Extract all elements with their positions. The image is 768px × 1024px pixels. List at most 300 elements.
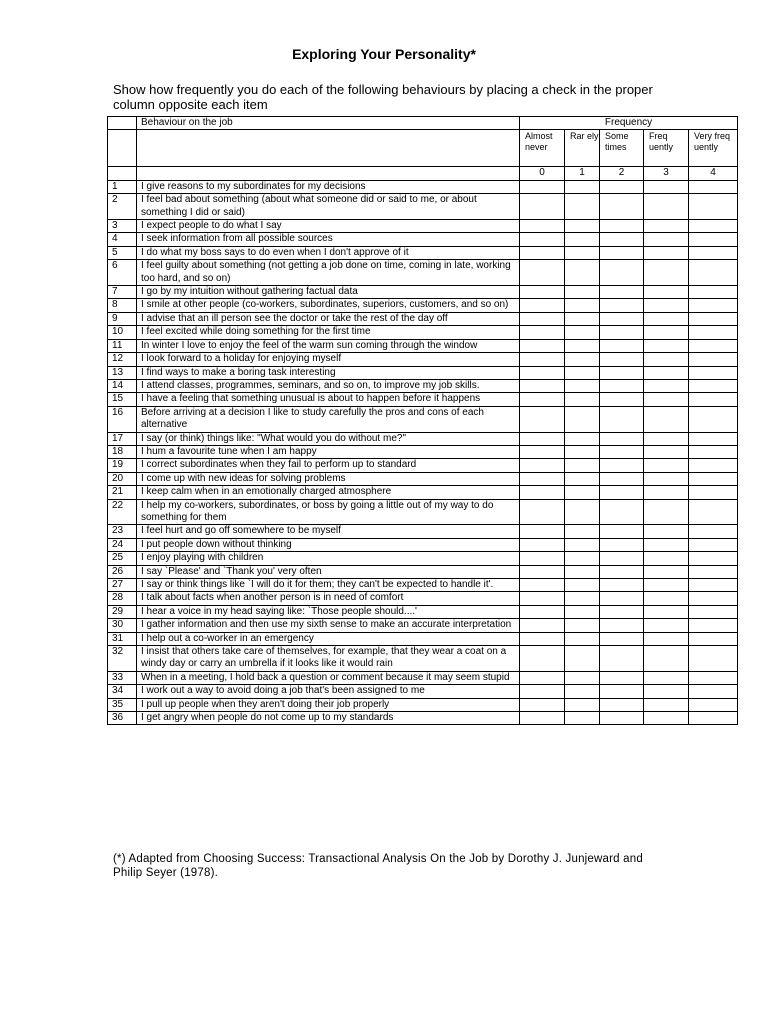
frequency-check-cell[interactable] (520, 180, 565, 193)
frequency-check-cell[interactable] (689, 619, 738, 632)
table-row (108, 472, 738, 485)
frequency-check-cell[interactable] (520, 538, 565, 551)
table-row (108, 459, 738, 472)
frequency-check-cell[interactable] (600, 632, 644, 645)
score-1: 1 (565, 167, 600, 180)
frequency-check-cell[interactable] (565, 406, 600, 432)
column-header-sometimes: Some times (600, 130, 644, 167)
item-number: 4 (108, 233, 137, 246)
item-number: 12 (108, 353, 137, 366)
table-row (108, 220, 738, 233)
item-number: 27 (108, 579, 137, 592)
frequency-check-cell[interactable] (600, 299, 644, 312)
frequency-check-cell[interactable] (600, 579, 644, 592)
frequency-check-cell[interactable] (600, 671, 644, 684)
item-number: 25 (108, 552, 137, 565)
item-number: 29 (108, 605, 137, 618)
table-row (108, 246, 738, 259)
table-row (108, 260, 738, 286)
frequency-check-cell[interactable] (520, 326, 565, 339)
frequency-check-cell[interactable] (689, 459, 738, 472)
frequency-check-cell[interactable] (600, 406, 644, 432)
frequency-check-cell[interactable] (520, 260, 565, 286)
item-text: Before arriving at a decision I like to study carefully the pros and cons of each alternative (137, 406, 520, 432)
frequency-check-cell[interactable] (520, 246, 565, 259)
frequency-check-cell[interactable] (644, 698, 689, 711)
frequency-check-cell[interactable] (520, 486, 565, 499)
frequency-check-cell[interactable] (689, 379, 738, 392)
frequency-check-cell[interactable] (520, 312, 565, 325)
item-text: I find ways to make a boring task interesting (137, 366, 520, 379)
item-number: 7 (108, 286, 137, 299)
frequency-check-cell[interactable] (600, 260, 644, 286)
item-number: 35 (108, 698, 137, 711)
frequency-check-cell[interactable] (520, 472, 565, 485)
item-text: I put people down without thinking (137, 538, 520, 551)
table-row (108, 592, 738, 605)
frequency-check-cell[interactable] (644, 299, 689, 312)
frequency-check-cell[interactable] (520, 353, 565, 366)
frequency-check-cell[interactable] (520, 619, 565, 632)
item-number: 6 (108, 260, 137, 286)
frequency-check-cell[interactable] (600, 326, 644, 339)
header-row-2 (108, 130, 738, 167)
frequency-check-cell[interactable] (565, 565, 600, 578)
item-number: 21 (108, 486, 137, 499)
score-row (108, 167, 738, 180)
frequency-check-cell[interactable] (520, 552, 565, 565)
instructions: Show how frequently you do each of the following behaviours by placing a check in the proper column opposite each item (113, 82, 653, 112)
frequency-check-cell[interactable] (644, 619, 689, 632)
item-text: I do what my boss says to do even when I don't approve of it (137, 246, 520, 259)
frequency-check-cell[interactable] (644, 632, 689, 645)
frequency-check-cell[interactable] (600, 499, 644, 525)
frequency-check-cell[interactable] (565, 312, 600, 325)
table-row (108, 299, 738, 312)
item-number: 36 (108, 712, 137, 725)
frequency-check-cell[interactable] (600, 565, 644, 578)
frequency-check-cell[interactable] (600, 286, 644, 299)
frequency-check-cell[interactable] (644, 286, 689, 299)
item-number: 8 (108, 299, 137, 312)
item-number: 23 (108, 525, 137, 538)
frequency-check-cell[interactable] (689, 472, 738, 485)
frequency-check-cell[interactable] (644, 472, 689, 485)
frequency-check-cell[interactable] (600, 646, 644, 672)
item-number: 26 (108, 565, 137, 578)
item-text: I look forward to a holiday for enjoying myself (137, 353, 520, 366)
item-text: I have a feeling that something unusual is about to happen before it happens (137, 393, 520, 406)
item-number: 24 (108, 538, 137, 551)
frequency-check-cell[interactable] (520, 499, 565, 525)
frequency-check-cell[interactable] (520, 379, 565, 392)
frequency-check-cell[interactable] (689, 671, 738, 684)
item-text: I give reasons to my subordinates for my decisions (137, 180, 520, 193)
frequency-check-cell[interactable] (565, 194, 600, 220)
frequency-check-cell[interactable] (565, 632, 600, 645)
table-row (108, 486, 738, 499)
item-text: I help out a co-worker in an emergency (137, 632, 520, 645)
item-text: I keep calm when in an emotionally charged atmosphere (137, 486, 520, 499)
frequency-check-cell[interactable] (600, 246, 644, 259)
frequency-check-cell[interactable] (565, 525, 600, 538)
item-text: I enjoy playing with children (137, 552, 520, 565)
table-row (108, 366, 738, 379)
item-text: I say `Please' and `Thank you' very often (137, 565, 520, 578)
frequency-check-cell[interactable] (565, 459, 600, 472)
frequency-check-cell[interactable] (644, 592, 689, 605)
frequency-check-cell[interactable] (689, 326, 738, 339)
table-row (108, 339, 738, 352)
frequency-check-cell[interactable] (644, 326, 689, 339)
frequency-check-cell[interactable] (644, 393, 689, 406)
frequency-check-cell[interactable] (565, 646, 600, 672)
frequency-check-cell[interactable] (565, 499, 600, 525)
frequency-check-cell[interactable] (689, 286, 738, 299)
frequency-check-cell[interactable] (644, 445, 689, 458)
items-body (108, 180, 738, 725)
table-row (108, 685, 738, 698)
frequency-check-cell[interactable] (689, 685, 738, 698)
item-text: I get angry when people do not come up to my standards (137, 712, 520, 725)
frequency-check-cell[interactable] (600, 379, 644, 392)
frequency-check-cell[interactable] (689, 432, 738, 445)
item-text: When in a meeting, I hold back a question or comment because it may seem stupid (137, 671, 520, 684)
frequency-check-cell[interactable] (689, 565, 738, 578)
frequency-check-cell[interactable] (600, 194, 644, 220)
frequency-check-cell[interactable] (689, 220, 738, 233)
frequency-check-cell[interactable] (565, 445, 600, 458)
frequency-check-cell[interactable] (565, 379, 600, 392)
frequency-check-cell[interactable] (600, 312, 644, 325)
table-row (108, 353, 738, 366)
score-2: 2 (600, 167, 644, 180)
item-text: I correct subordinates when they fail to perform up to standard (137, 459, 520, 472)
frequency-check-cell[interactable] (689, 538, 738, 551)
frequency-check-cell[interactable] (565, 619, 600, 632)
table-row (108, 632, 738, 645)
frequency-check-cell[interactable] (600, 552, 644, 565)
frequency-check-cell[interactable] (644, 194, 689, 220)
item-number: 20 (108, 472, 137, 485)
frequency-check-cell[interactable] (644, 538, 689, 551)
frequency-check-cell[interactable] (600, 525, 644, 538)
item-number: 5 (108, 246, 137, 259)
frequency-check-cell[interactable] (644, 233, 689, 246)
frequency-check-cell[interactable] (520, 194, 565, 220)
frequency-check-cell[interactable] (565, 671, 600, 684)
frequency-check-cell[interactable] (565, 246, 600, 259)
frequency-check-cell[interactable] (600, 180, 644, 193)
item-text: I say (or think) things like: "What would you do without me?" (137, 432, 520, 445)
frequency-check-cell[interactable] (689, 339, 738, 352)
frequency-check-cell[interactable] (520, 299, 565, 312)
frequency-check-cell[interactable] (689, 260, 738, 286)
frequency-check-cell[interactable] (520, 459, 565, 472)
frequency-check-cell[interactable] (565, 260, 600, 286)
frequency-check-cell[interactable] (644, 525, 689, 538)
column-header-very-frequently: Very freq uently (689, 130, 738, 167)
item-text: I help my co-workers, subordinates, or boss by going a little out of my way to do something for them (137, 499, 520, 525)
frequency-check-cell[interactable] (520, 286, 565, 299)
frequency-check-cell[interactable] (689, 180, 738, 193)
item-number: 14 (108, 379, 137, 392)
score-0: 0 (520, 167, 565, 180)
item-number: 33 (108, 671, 137, 684)
frequency-check-cell[interactable] (565, 605, 600, 618)
table-row (108, 432, 738, 445)
table-row (108, 619, 738, 632)
table-row (108, 605, 738, 618)
page-title: Exploring Your Personality* (292, 46, 476, 62)
frequency-check-cell[interactable] (689, 499, 738, 525)
frequency-check-cell[interactable] (565, 552, 600, 565)
frequency-check-cell[interactable] (689, 646, 738, 672)
frequency-check-cell[interactable] (644, 605, 689, 618)
frequency-check-cell[interactable] (565, 339, 600, 352)
frequency-check-cell[interactable] (600, 233, 644, 246)
frequency-check-cell[interactable] (520, 339, 565, 352)
score-4: 4 (689, 167, 738, 180)
table-row (108, 565, 738, 578)
frequency-check-cell[interactable] (565, 592, 600, 605)
frequency-check-cell[interactable] (689, 552, 738, 565)
frequency-check-cell[interactable] (689, 194, 738, 220)
table-row (108, 180, 738, 193)
frequency-check-cell[interactable] (644, 379, 689, 392)
frequency-check-cell[interactable] (520, 605, 565, 618)
table-row (108, 525, 738, 538)
item-text: I say or think things like `I will do it for them; they can't be expected to handle it'. (137, 579, 520, 592)
frequency-check-cell[interactable] (565, 685, 600, 698)
frequency-check-cell[interactable] (689, 246, 738, 259)
table-row (108, 499, 738, 525)
frequency-check-cell[interactable] (689, 353, 738, 366)
frequency-check-cell[interactable] (565, 286, 600, 299)
frequency-header: Frequency (520, 117, 738, 130)
frequency-check-cell[interactable] (689, 393, 738, 406)
item-number: 30 (108, 619, 137, 632)
item-number: 1 (108, 180, 137, 193)
frequency-check-cell[interactable] (644, 459, 689, 472)
frequency-check-cell[interactable] (644, 432, 689, 445)
item-number: 31 (108, 632, 137, 645)
frequency-check-cell[interactable] (689, 366, 738, 379)
table-row (108, 194, 738, 220)
footnote: (*) Adapted from Choosing Success: Transactional Analysis On the Job by Dorothy J. Junjeward and Philip Seyer (1978). (113, 853, 643, 879)
item-text: I talk about facts when another person is in need of comfort (137, 592, 520, 605)
frequency-check-cell[interactable] (644, 246, 689, 259)
table-row (108, 698, 738, 711)
item-number: 9 (108, 312, 137, 325)
frequency-check-cell[interactable] (600, 366, 644, 379)
frequency-check-cell[interactable] (565, 579, 600, 592)
frequency-check-cell[interactable] (644, 260, 689, 286)
item-text: I pull up people when they aren't doing their job properly (137, 698, 520, 711)
item-text: I gather information and then use my sixth sense to make an accurate interpretation (137, 619, 520, 632)
item-text: I smile at other people (co-workers, subordinates, superiors, customers, and so on) (137, 299, 520, 312)
item-text: I expect people to do what I say (137, 220, 520, 233)
item-number: 19 (108, 459, 137, 472)
frequency-check-cell[interactable] (689, 312, 738, 325)
frequency-check-cell[interactable] (600, 445, 644, 458)
frequency-check-cell[interactable] (689, 592, 738, 605)
item-text: In winter I love to enjoy the feel of the warm sun coming through the window (137, 339, 520, 352)
item-number: 10 (108, 326, 137, 339)
frequency-check-cell[interactable] (565, 486, 600, 499)
table-row (108, 326, 738, 339)
frequency-check-cell[interactable] (600, 592, 644, 605)
frequency-check-cell[interactable] (600, 472, 644, 485)
frequency-check-cell[interactable] (689, 579, 738, 592)
frequency-check-cell[interactable] (689, 712, 738, 725)
table-row (108, 379, 738, 392)
header-blank (137, 130, 520, 167)
frequency-check-cell[interactable] (689, 299, 738, 312)
frequency-check-cell[interactable] (565, 180, 600, 193)
table-row (108, 233, 738, 246)
item-number: 32 (108, 646, 137, 672)
item-number: 15 (108, 393, 137, 406)
header-blank (137, 167, 520, 180)
item-number: 16 (108, 406, 137, 432)
table-row (108, 393, 738, 406)
header-blank (108, 117, 137, 130)
table-row (108, 552, 738, 565)
item-number: 3 (108, 220, 137, 233)
frequency-check-cell[interactable] (565, 538, 600, 551)
frequency-check-cell[interactable] (600, 712, 644, 725)
item-number: 13 (108, 366, 137, 379)
item-text: I hum a favourite tune when I am happy (137, 445, 520, 458)
header-blank (108, 167, 137, 180)
item-text: I insist that others take care of themselves, for example, that they wear a coat on a windy day or carry an umbrella if it looks like it would rain (137, 646, 520, 672)
frequency-check-cell[interactable] (600, 393, 644, 406)
frequency-check-cell[interactable] (565, 366, 600, 379)
item-number: 2 (108, 194, 137, 220)
frequency-check-cell[interactable] (565, 432, 600, 445)
score-3: 3 (644, 167, 689, 180)
frequency-check-cell[interactable] (520, 671, 565, 684)
frequency-check-cell[interactable] (520, 646, 565, 672)
frequency-check-cell[interactable] (644, 712, 689, 725)
frequency-check-cell[interactable] (644, 671, 689, 684)
frequency-check-cell[interactable] (644, 312, 689, 325)
frequency-check-cell[interactable] (644, 220, 689, 233)
frequency-check-cell[interactable] (520, 632, 565, 645)
frequency-check-cell[interactable] (689, 605, 738, 618)
frequency-check-cell[interactable] (600, 538, 644, 551)
header-blank (108, 130, 137, 167)
frequency-check-cell[interactable] (520, 592, 565, 605)
table-row (108, 712, 738, 725)
item-text: I attend classes, programmes, seminars, and so on, to improve my job skills. (137, 379, 520, 392)
frequency-check-cell[interactable] (600, 486, 644, 499)
frequency-check-cell[interactable] (565, 233, 600, 246)
frequency-check-cell[interactable] (600, 619, 644, 632)
frequency-check-cell[interactable] (600, 220, 644, 233)
frequency-check-cell[interactable] (565, 353, 600, 366)
frequency-check-cell[interactable] (520, 220, 565, 233)
frequency-check-cell[interactable] (600, 685, 644, 698)
personality-questionnaire-table (107, 116, 738, 725)
column-header-almost-never: Almost never (520, 130, 565, 167)
frequency-check-cell[interactable] (520, 432, 565, 445)
frequency-check-cell[interactable] (565, 698, 600, 711)
table-row (108, 579, 738, 592)
frequency-check-cell[interactable] (689, 406, 738, 432)
frequency-check-cell[interactable] (565, 712, 600, 725)
frequency-check-cell[interactable] (644, 646, 689, 672)
item-text: I feel guilty about something (not getting a job done on time, coming in late, working too hard, and so on) (137, 260, 520, 286)
item-number: 18 (108, 445, 137, 458)
frequency-check-cell[interactable] (689, 698, 738, 711)
frequency-check-cell[interactable] (600, 353, 644, 366)
item-text: I feel excited while doing something for the first time (137, 326, 520, 339)
frequency-check-cell[interactable] (565, 326, 600, 339)
table-row (108, 406, 738, 432)
frequency-check-cell[interactable] (600, 432, 644, 445)
frequency-check-cell[interactable] (689, 632, 738, 645)
frequency-check-cell[interactable] (644, 353, 689, 366)
item-number: 28 (108, 592, 137, 605)
frequency-check-cell[interactable] (644, 486, 689, 499)
frequency-check-cell[interactable] (520, 525, 565, 538)
item-number: 11 (108, 339, 137, 352)
frequency-check-cell[interactable] (644, 685, 689, 698)
frequency-check-cell[interactable] (520, 565, 565, 578)
frequency-check-cell[interactable] (520, 445, 565, 458)
item-text: I seek information from all possible sources (137, 233, 520, 246)
frequency-check-cell[interactable] (644, 366, 689, 379)
item-text: I come up with new ideas for solving problems (137, 472, 520, 485)
frequency-check-cell[interactable] (520, 393, 565, 406)
frequency-check-cell[interactable] (600, 605, 644, 618)
frequency-check-cell[interactable] (520, 233, 565, 246)
frequency-check-cell[interactable] (600, 459, 644, 472)
frequency-check-cell[interactable] (644, 180, 689, 193)
frequency-check-cell[interactable] (689, 486, 738, 499)
table-row (108, 312, 738, 325)
table-row (108, 671, 738, 684)
frequency-check-cell[interactable] (565, 299, 600, 312)
frequency-check-cell[interactable] (644, 579, 689, 592)
frequency-check-cell[interactable] (644, 499, 689, 525)
frequency-check-cell[interactable] (644, 339, 689, 352)
frequency-check-cell[interactable] (520, 366, 565, 379)
table-row (108, 286, 738, 299)
frequency-check-cell[interactable] (565, 220, 600, 233)
frequency-check-cell[interactable] (644, 406, 689, 432)
frequency-check-cell[interactable] (565, 472, 600, 485)
frequency-check-cell[interactable] (520, 406, 565, 432)
frequency-check-cell[interactable] (644, 552, 689, 565)
item-text: I feel hurt and go off somewhere to be myself (137, 525, 520, 538)
frequency-check-cell[interactable] (520, 579, 565, 592)
frequency-check-cell[interactable] (689, 233, 738, 246)
table-row (108, 445, 738, 458)
frequency-check-cell[interactable] (644, 565, 689, 578)
frequency-check-cell[interactable] (565, 393, 600, 406)
frequency-check-cell[interactable] (689, 525, 738, 538)
frequency-check-cell[interactable] (689, 445, 738, 458)
frequency-check-cell[interactable] (520, 685, 565, 698)
frequency-check-cell[interactable] (520, 698, 565, 711)
frequency-check-cell[interactable] (600, 698, 644, 711)
frequency-check-cell[interactable] (600, 339, 644, 352)
item-number: 22 (108, 499, 137, 525)
frequency-check-cell[interactable] (520, 712, 565, 725)
